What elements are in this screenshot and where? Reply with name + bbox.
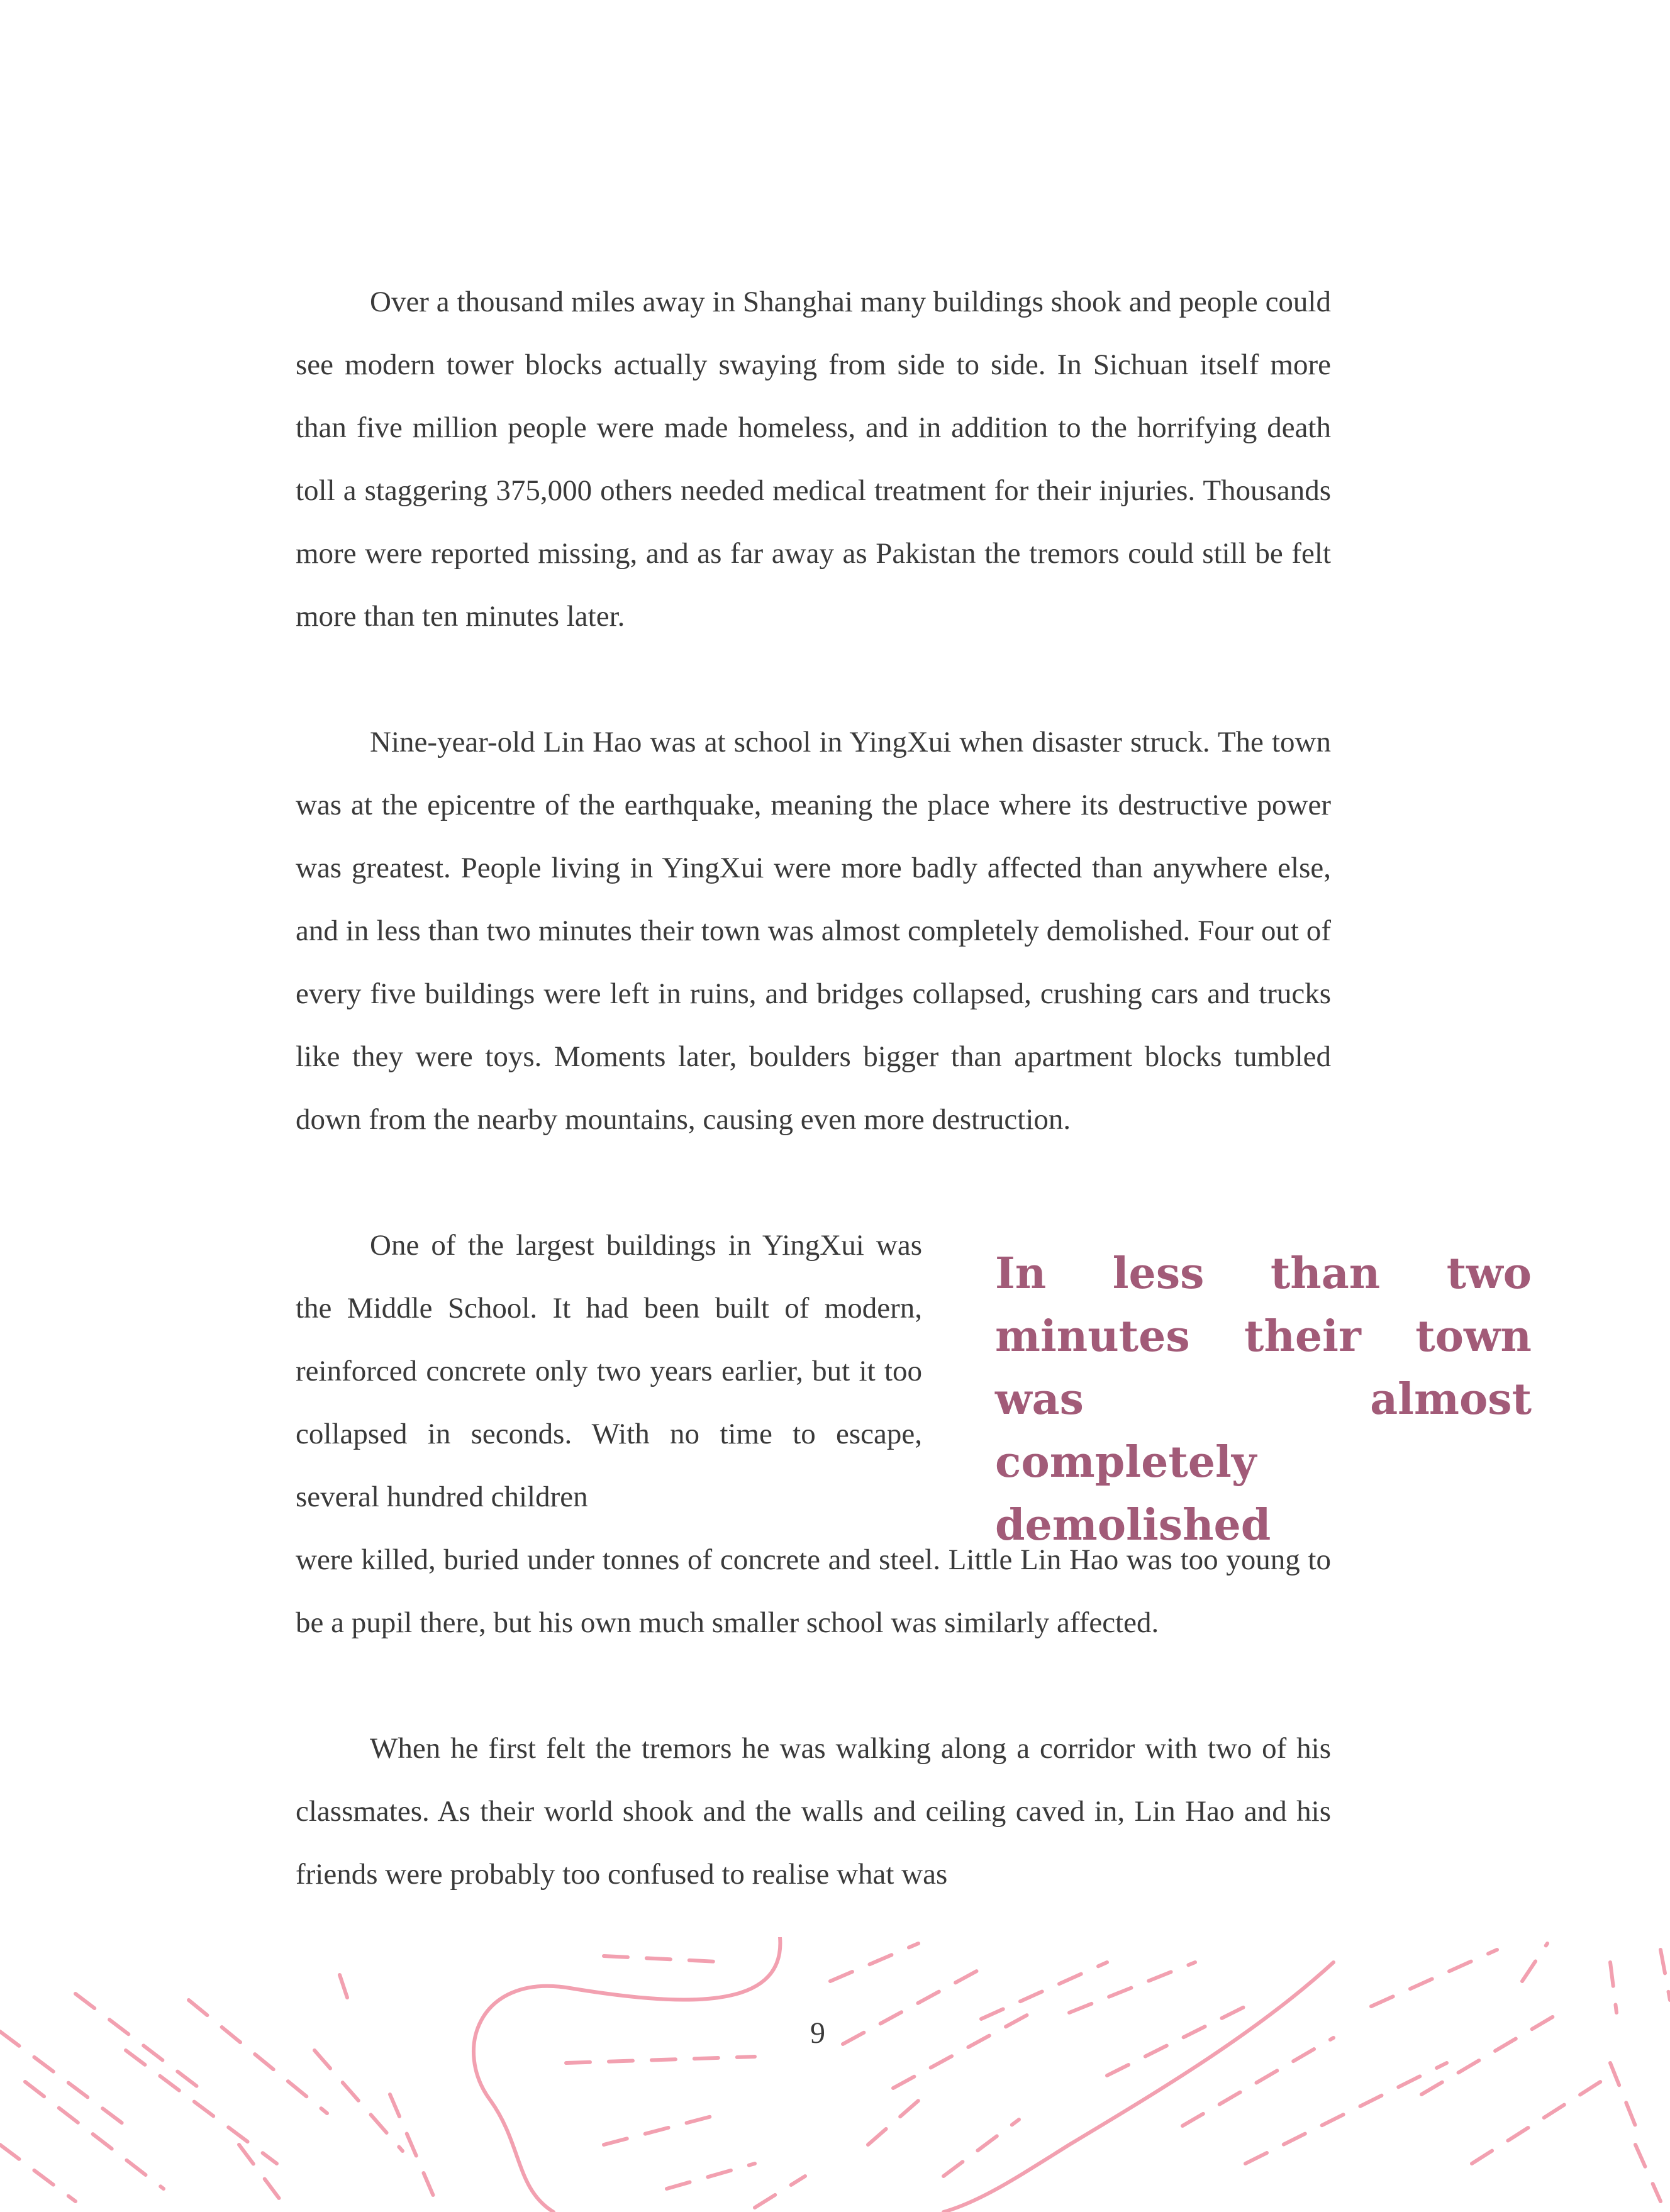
pull-quote: In less than two minutes their town was almost completely demolished	[995, 1248, 1532, 1550]
body-paragraph: When he first felt the tremors he was walking along a corridor with two of his classmates. As their world shook and the walls and ceiling caved in, Lin Hao and his friends were probably too confused to realise what was	[296, 1732, 1331, 1891]
body-paragraph: One of the largest buildings in YingXui was the Middle School. It had been built of modern, reinforced concrete only two years earlier, but it too collapsed in seconds. With no time to escape, several hundred children	[296, 1229, 922, 1513]
page-number: 9	[810, 2016, 825, 2050]
decorative-line-pattern	[0, 1937, 1670, 2212]
body-paragraph: Over a thousand miles away in Shanghai many buildings shook and people could see modern tower blocks actually swaying from side to side. In Sichuan itself more than five million people were made homeless, and in addition to the horrifying death toll a staggering 375,000 others needed medical treatment for their injuries. Thousands more were reported missing, and as far away as Pakistan the tremors could still be felt more than ten minutes later.	[296, 286, 1331, 633]
body-paragraph: Nine-year-old Lin Hao was at school in YingXui when disaster struck. The town was at the epicentre of the earthquake, meaning the place where its destructive power was greatest. People living in YingXui were more badly affected than anywhere else, and in less than two minutes their town was almost completely demolished. Four out of every five buildings were left in ruins, and bridges collapsed, crushing cars and trucks like they were toys. Moments later, boulders bigger than apartment blocks tumbled down from the nearby mountains, causing even more destruction.	[296, 726, 1331, 1136]
body-paragraph-continued: were killed, buried under tonnes of concrete and steel. Little Lin Hao was too young to be a pupil there, but his own much smaller school was similarly affected.	[296, 1543, 1331, 1639]
